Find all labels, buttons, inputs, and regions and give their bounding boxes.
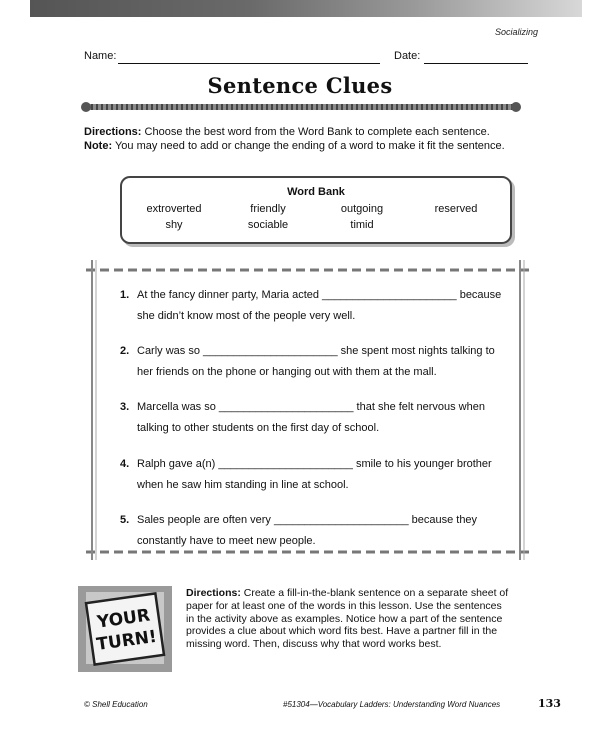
your-turn-text: paper for at least one of the words in this lesson. Use the sentences [186, 599, 502, 612]
note-text: You may need to add or change the ending of a word to make it fit the sentence. [114, 140, 505, 152]
your-turn-text: Create a fill-in-the-blank sentence on a separate sheet of [243, 587, 509, 599]
word-bank [120, 176, 512, 244]
question-line: Carly was so ______________________ she spent most nights talking to [137, 345, 495, 357]
name-label: Name: [84, 50, 117, 62]
question-line: talking to other students on the first day of school. [137, 422, 380, 434]
word-bank-word: friendly [250, 203, 286, 215]
header-bar [30, 0, 582, 17]
question-line: Ralph gave a(n) ______________________ smile to his younger brother [137, 458, 492, 470]
badge-line-1: YOUR [95, 605, 152, 633]
page-title: Sentence Clues [207, 73, 393, 98]
footer-publisher: © Shell Education [84, 700, 148, 709]
question-line: her friends on the phone or hanging out with them at the mall. [137, 366, 437, 378]
your-turn-text: in the activity above as examples. Notice how a part of the sentence [186, 612, 503, 625]
question-line: constantly have to meet new people. [137, 535, 316, 547]
question-number: 3. [120, 401, 130, 413]
date-field[interactable] [424, 63, 528, 64]
question-number: 1. [120, 289, 130, 301]
word-bank-word: timid [350, 219, 374, 231]
your-turn-directions [186, 587, 532, 651]
rope-divider [78, 100, 524, 114]
word-bank-word: reserved [434, 203, 478, 215]
section-label: Socializing [494, 27, 538, 37]
question-line: when he saw him standing in line at school. [137, 479, 349, 491]
badge-line-2: TURN! [95, 626, 159, 655]
question-number: 2. [120, 345, 130, 357]
directions-label: Directions: [84, 126, 142, 138]
directions-text: Choose the best word from the Word Bank to complete each sentence. [144, 126, 490, 138]
question-number: 5. [120, 514, 130, 526]
question-line: Sales people are often very ______________________ because they [137, 514, 478, 526]
word-bank-word: sociable [247, 219, 289, 231]
date-label: Date: [394, 50, 421, 62]
directions [84, 125, 544, 153]
word-bank-word: extroverted [146, 203, 202, 215]
note-label: Note: [84, 140, 113, 152]
your-turn-label: Directions: [186, 587, 241, 599]
question-line: Marcella was so ______________________ that she felt nervous when [137, 401, 485, 413]
question-line: she didn’t know most of the people very well. [137, 310, 356, 322]
question-number: 4. [120, 458, 130, 470]
question-line: At the fancy dinner party, Maria acted ______________________ because [137, 289, 502, 301]
footer-book-title: #51304—Vocabulary Ladders: Understanding Word Nuances [283, 700, 501, 709]
name-field[interactable] [118, 63, 380, 64]
page-number: 133 [538, 697, 561, 710]
your-turn-text: missing word. Then, discuss why that word works best. [186, 638, 442, 651]
word-bank-word: outgoing [340, 203, 384, 215]
your-turn-badge [78, 586, 172, 672]
your-turn-text: provides a clue about which word fits best. Have a partner fill in the [186, 625, 498, 638]
word-bank-word: shy [165, 219, 183, 231]
word-bank-title: Word Bank [287, 186, 345, 198]
